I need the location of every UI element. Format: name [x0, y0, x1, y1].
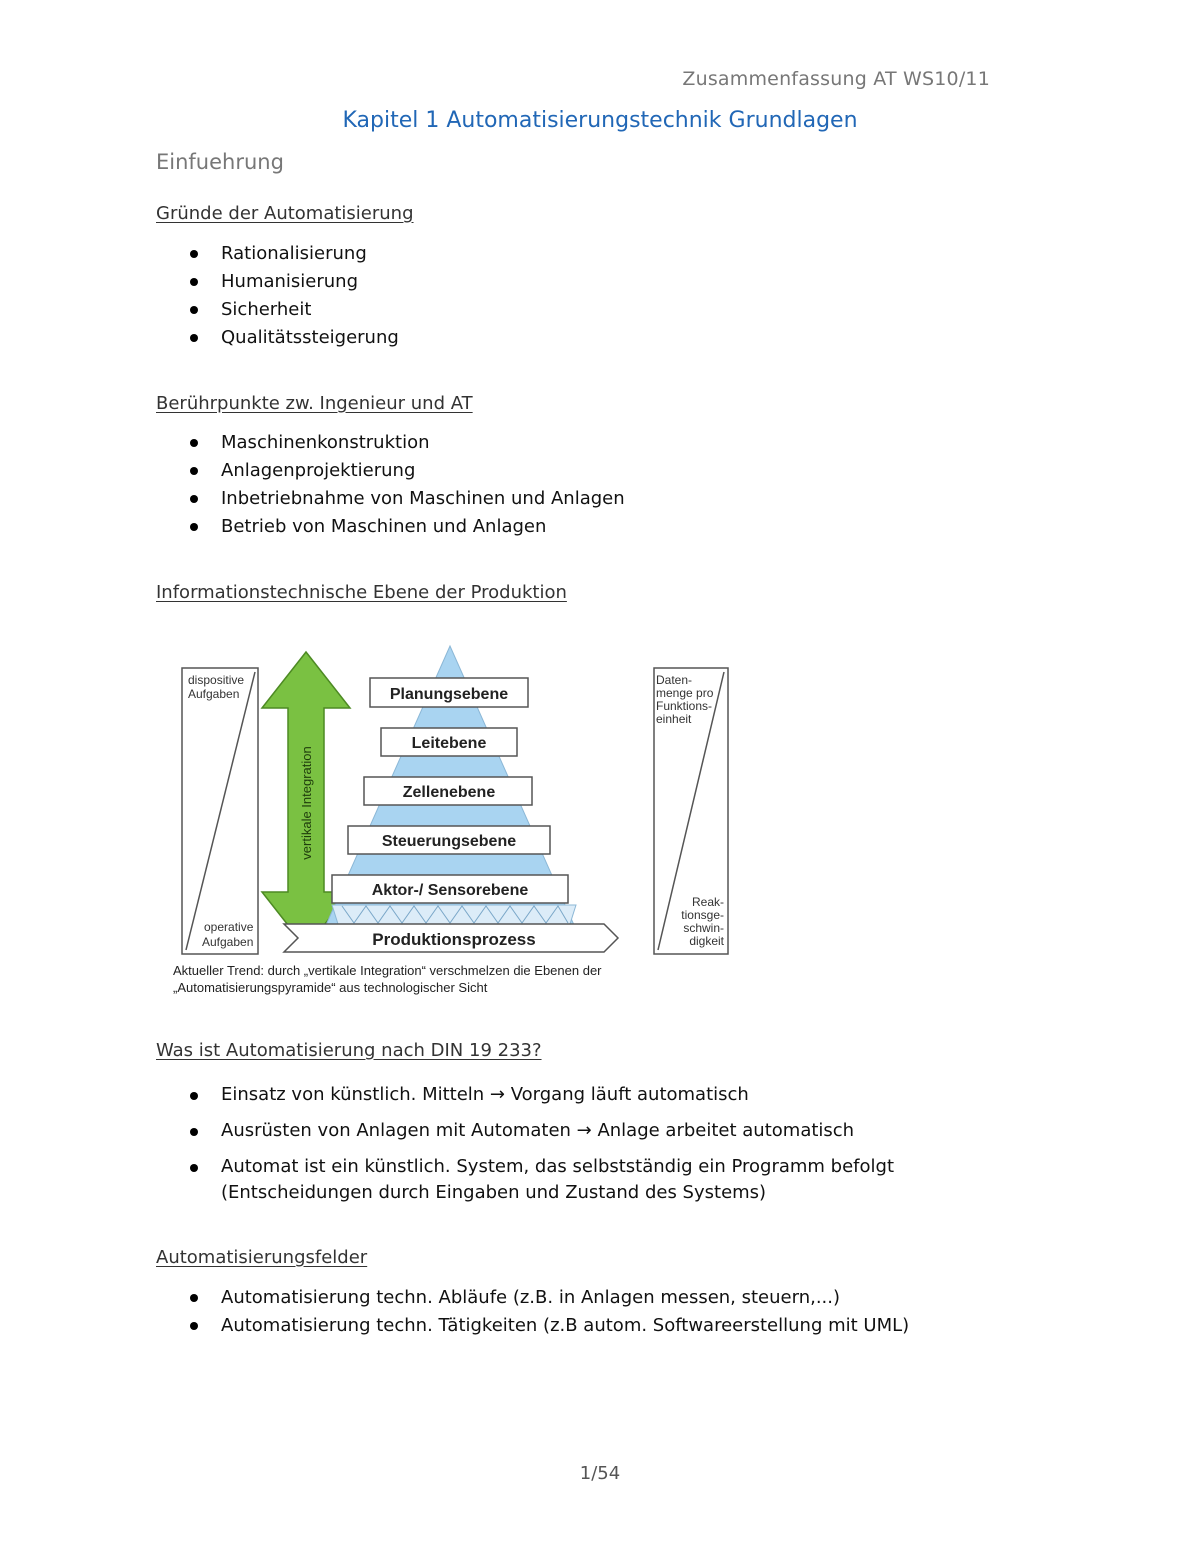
right-bottom-label: digkeit [689, 934, 724, 948]
list-item: Anlagenprojektierung [156, 457, 625, 485]
automation-pyramid-figure [164, 640, 739, 960]
list-item: Qualitätssteigerung [156, 324, 399, 352]
svg-text:operative [204, 920, 254, 934]
level-label: Aktor-/ Sensorebene [371, 882, 529, 899]
svg-text:Funktions- [656, 699, 712, 713]
svg-text:Daten- [656, 673, 692, 687]
list-item: Einsatz von künstlich. Mitteln → Vorgang läuft automatisch [156, 1082, 901, 1108]
svg-text:menge pro [656, 686, 714, 700]
caption-line: „Automatisierungspyramide“ aus technologischer Sicht [173, 980, 488, 995]
list-item: Sicherheit [156, 296, 399, 324]
heading-din: Was ist Automatisierung nach DIN 19 233? [156, 1040, 542, 1061]
level-label: Steuerungsebene [381, 833, 517, 850]
left-top-label: Aufgaben [188, 687, 240, 701]
list-item: Rationalisierung [156, 240, 399, 268]
header-note: Zusammenfassung AT WS10/11 [682, 68, 990, 90]
level-label: Planungsebene [389, 686, 509, 703]
list-item: Automatisierung techn. Tätigkeiten (z.B autom. Softwareerstellung mit UML) [156, 1312, 909, 1340]
left-top-label: dispositive [188, 673, 245, 687]
right-bottom-label: Reak- [691, 895, 724, 909]
list-din [156, 1082, 901, 1216]
left-bar [182, 668, 258, 954]
page-number: 1/54 [579, 1463, 621, 1484]
svg-text:tionsge- [681, 908, 724, 922]
heading-beruehrpunkte: Berührpunkte zw. Ingenieur und AT [156, 393, 473, 414]
right-bar [654, 668, 728, 954]
list-item: Maschinenkonstruktion [156, 429, 625, 457]
section-heading: Einfuehrung [156, 150, 284, 174]
level-label: Zellenebene [402, 784, 496, 801]
svg-text:Aufgaben [202, 935, 253, 949]
right-top-label: einheit [656, 712, 692, 726]
svg-text:digkeit [689, 934, 724, 948]
list-item: Humanisierung [156, 268, 399, 296]
list-item: Inbetriebnahme von Maschinen und Anlagen [156, 485, 625, 513]
left-bottom-label: operative [204, 920, 254, 934]
right-top-label: menge pro [656, 686, 714, 700]
list-item: Automat ist ein künstlich. System, das selbstständig ein Programm befolgt (Entscheidungen durch Eingaben und Zustand des Systems) [156, 1154, 901, 1206]
right-bottom-label: schwin- [683, 921, 724, 935]
list-item: Automatisierung techn. Abläufe (z.B. in Anlagen messen, steuern,...) [156, 1284, 909, 1312]
right-top-label: Daten- [656, 673, 693, 687]
svg-text:schwin- [683, 921, 724, 935]
level-zellen [364, 777, 532, 805]
right-bottom-label: tionsge- [681, 908, 724, 922]
list-item: Ausrüsten von Anlagen mit Automaten → Anlage arbeitet automatisch [156, 1118, 901, 1144]
list-gruende [156, 240, 399, 352]
svg-text:Reak- [692, 895, 724, 909]
list-automatisierungsfelder [156, 1284, 909, 1340]
page-title: Kapitel 1 Automatisierungstechnik Grundlagen [342, 108, 858, 133]
list-beruehrpunkte [156, 429, 625, 541]
base-label: Produktionsprozess [372, 930, 536, 949]
level-steuerung [348, 826, 550, 854]
level-leit [381, 728, 517, 756]
svg-text:dispositive [188, 673, 244, 687]
arrow-label: vertikale Integration [299, 746, 314, 860]
production-process-arrow [284, 924, 618, 952]
heading-informationstechnische-ebene: Informationstechnische Ebene der Produktion [156, 582, 567, 603]
svg-text:Aufgaben [188, 687, 239, 701]
list-item: Betrieb von Maschinen und Anlagen [156, 513, 625, 541]
left-bottom-label: Aufgaben [202, 935, 254, 949]
heading-gruende: Gründe der Automatisierung [156, 203, 414, 224]
caption-line: Aktueller Trend: durch „vertikale Integration“ verschmelzen die Ebenen der [173, 963, 602, 978]
svg-text:einheit [656, 712, 692, 726]
level-label: Leitebene [411, 735, 487, 752]
level-aktor-sensor [332, 875, 568, 903]
level-planung [370, 678, 528, 707]
figure-caption [173, 962, 653, 996]
heading-automatisierungsfelder: Automatisierungsfelder [156, 1247, 368, 1268]
right-top-label: Funktions- [656, 699, 713, 713]
